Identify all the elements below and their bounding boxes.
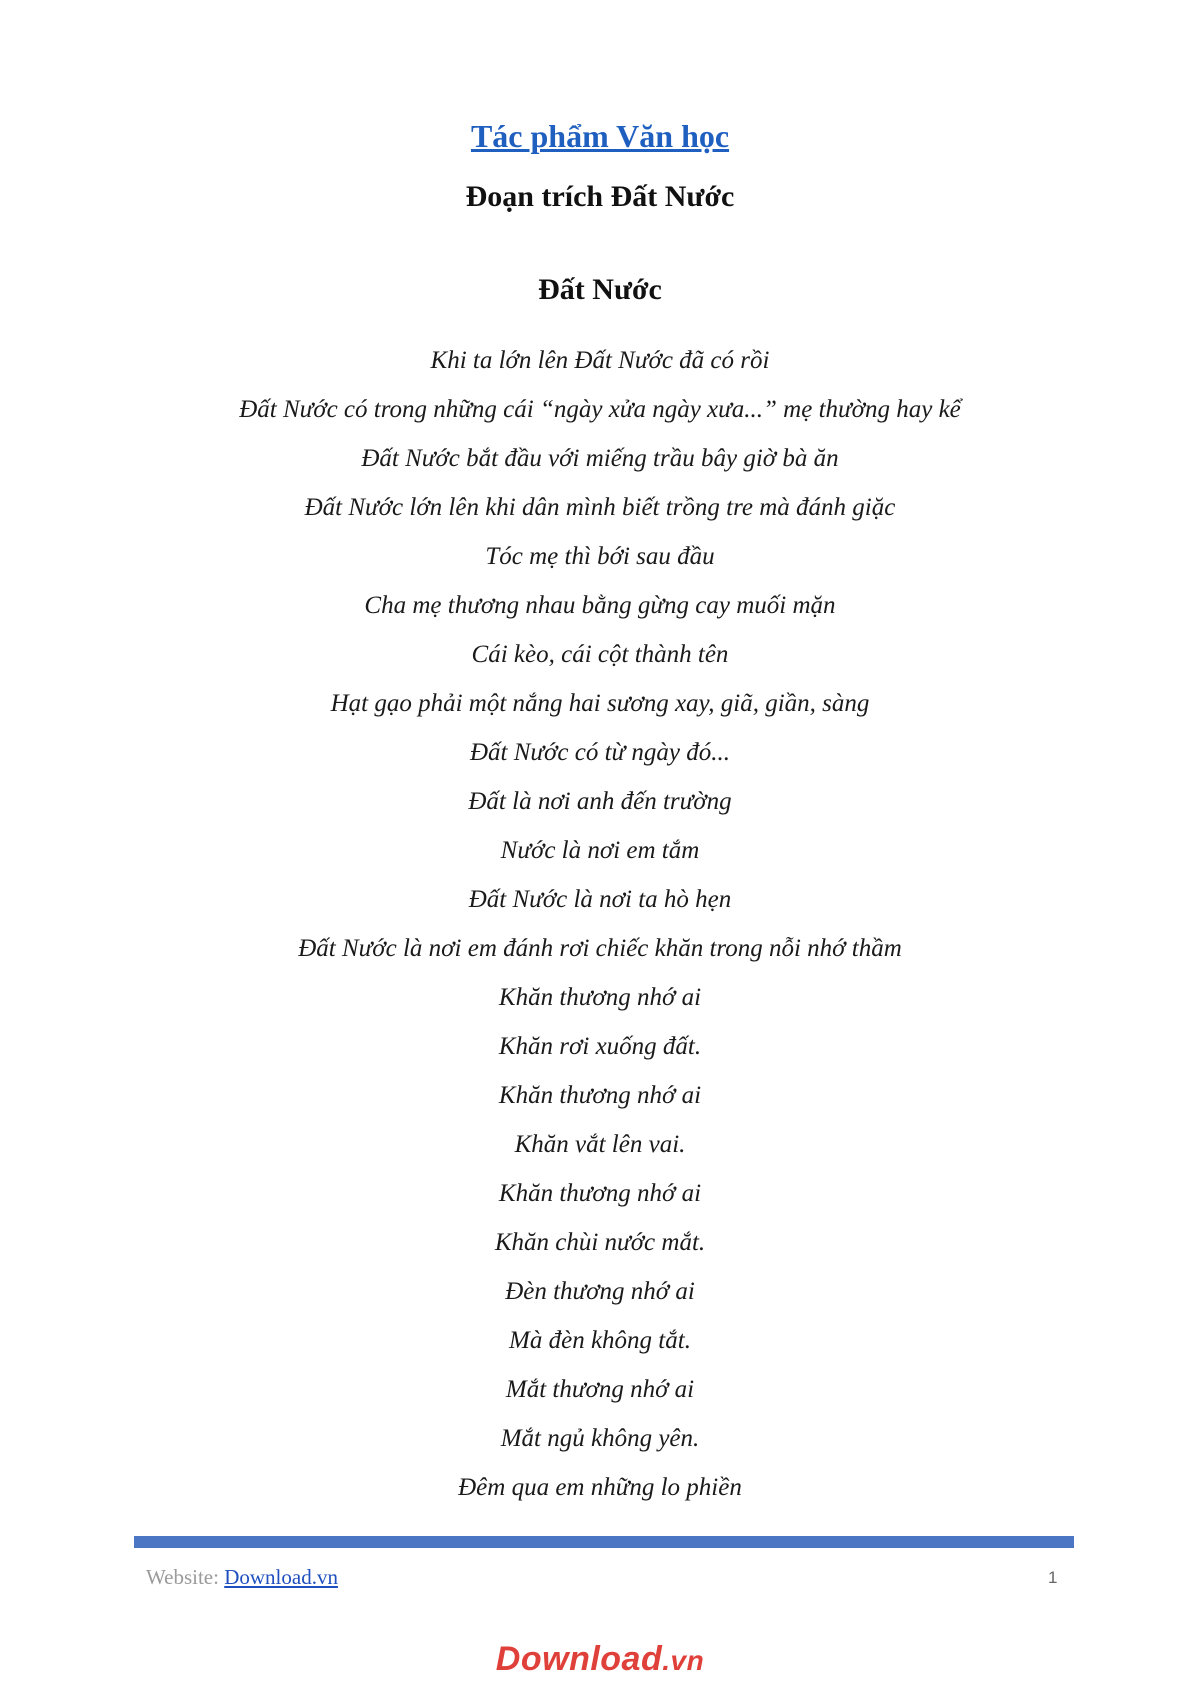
- poem-line: Khăn rơi xuống đất.: [498, 1033, 702, 1060]
- poem-line: Mắt thương nhớ ai: [505, 1376, 695, 1403]
- poem-line: Đất Nước là nơi em đánh rơi chiếc khăn trong nỗi nhớ thầm: [298, 935, 902, 962]
- header-link[interactable]: Tác phẩm Văn học: [470, 118, 730, 154]
- poem-line: Mà đèn không tắt.: [509, 1327, 691, 1354]
- download-logo: [0, 1640, 1200, 1679]
- poem-body: [0, 336, 1200, 1512]
- poem-line: Khi ta lớn lên Đất Nước đã có rồi: [430, 347, 770, 374]
- poem-line: Đất Nước lớn lên khi dân mình biết trồng tre mà đánh giặc: [304, 494, 896, 521]
- footer-divider: [134, 1536, 1074, 1548]
- poem-line: Đất Nước có trong những cái “ngày xửa ngày xưa...” mẹ thường hay kể: [239, 396, 961, 423]
- poem-line: Cha mẹ thương nhau bằng gừng cay muối mặn: [364, 592, 836, 619]
- poem-line: Nước là nơi em tắm: [500, 837, 700, 864]
- footer-website: [146, 1565, 338, 1590]
- footer-website-link[interactable]: Download.vn: [224, 1565, 338, 1589]
- logo-tld: .vn: [662, 1645, 705, 1676]
- poem-line: Khăn chùi nước mắt.: [494, 1229, 706, 1256]
- poem-line: Hạt gạo phải một nắng hai sương xay, giã, giần, sàng: [330, 690, 870, 717]
- poem-line: Tóc mẹ thì bới sau đầu: [485, 543, 715, 570]
- poem-line: Đất Nước bắt đầu với miếng trầu bây giờ bà ăn: [361, 445, 839, 472]
- poem-line: Khăn thương nhớ ai: [498, 1180, 702, 1207]
- poem-line: Khăn thương nhớ ai: [498, 1082, 702, 1109]
- footer-website-label: Website:: [146, 1565, 225, 1589]
- logo-main: Download: [495, 1640, 663, 1678]
- poem-line: Khăn thương nhớ ai: [498, 984, 702, 1011]
- poem-line: Khăn vắt lên vai.: [514, 1131, 686, 1158]
- poem-line: Cái kèo, cái cột thành tên: [471, 641, 729, 668]
- poem-line: Đèn thương nhớ ai: [505, 1278, 695, 1305]
- poem-title: Đất Nước: [538, 273, 662, 306]
- poem-line: Đất Nước có từ ngày đó...: [469, 739, 731, 766]
- poem-line: Mắt ngủ không yên.: [500, 1425, 700, 1452]
- poem-line: Đất Nước là nơi ta hò hẹn: [468, 886, 732, 913]
- poem-line: Đất là nơi anh đến trường: [468, 788, 732, 815]
- page-number: 1: [1048, 1568, 1058, 1587]
- poem-line: Đêm qua em những lo phiền: [458, 1474, 742, 1501]
- document-subtitle: Đoạn trích Đất Nước: [465, 180, 735, 213]
